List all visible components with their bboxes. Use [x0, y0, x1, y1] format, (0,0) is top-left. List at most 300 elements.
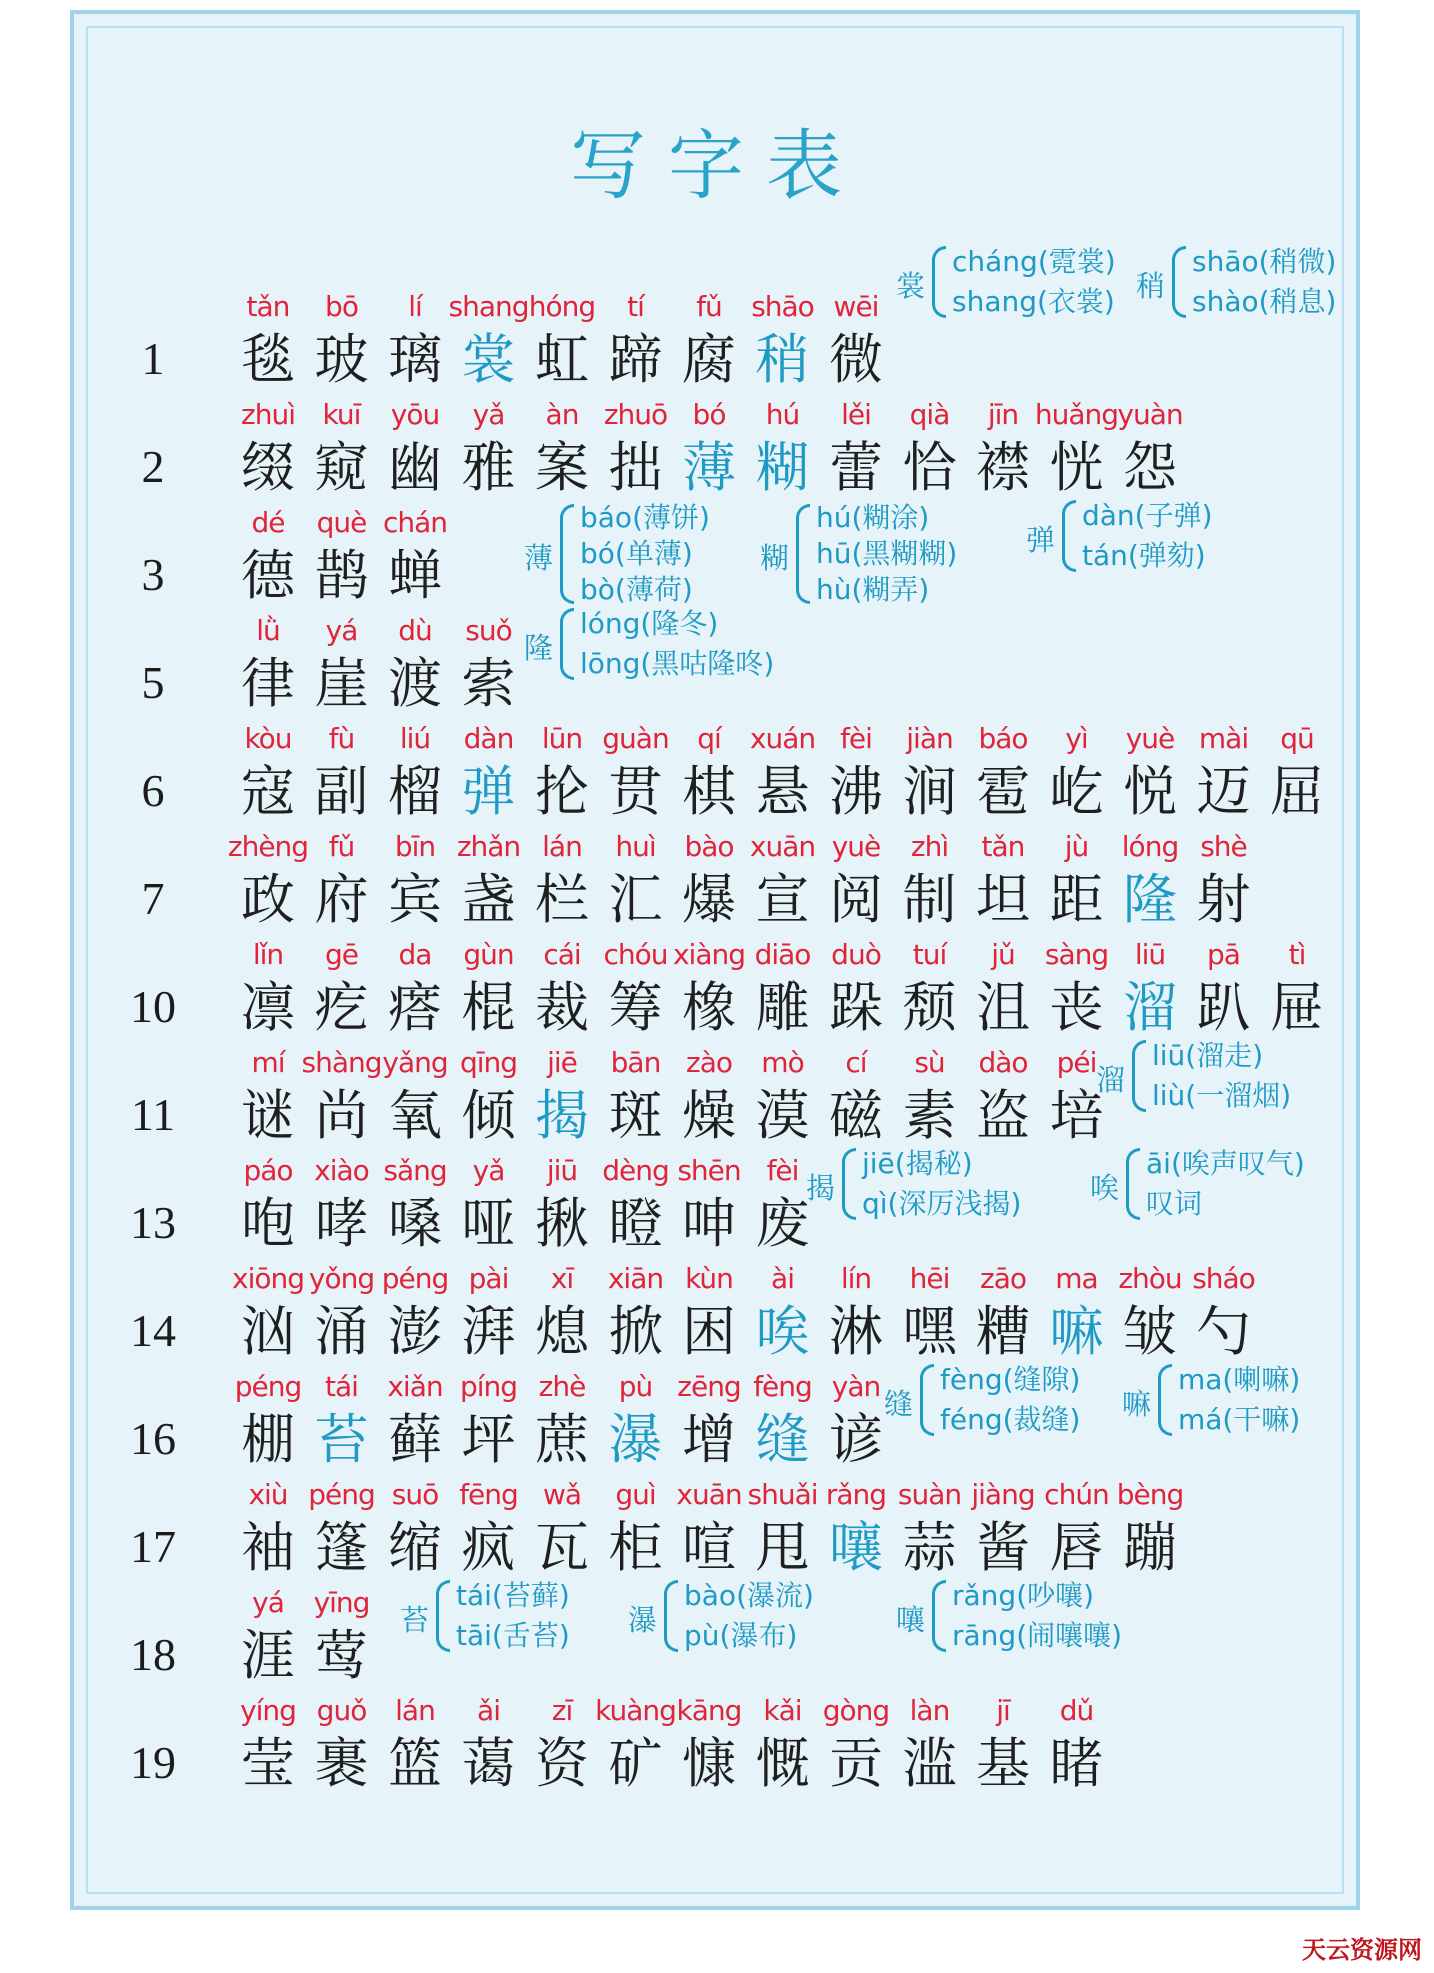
character: 哮 — [314, 1192, 369, 1255]
polyphone-reading: tán(弹劾) — [1082, 539, 1206, 572]
polyphone-head: 稍 — [1136, 269, 1166, 303]
polyphone-reading: bào(瀑流) — [684, 1579, 814, 1612]
character: 矿 — [608, 1732, 663, 1795]
character: 凛 — [241, 976, 295, 1039]
character: 蹦 — [1123, 1516, 1177, 1579]
pinyin: xuān — [676, 1478, 742, 1511]
pinyin: mài — [1198, 722, 1249, 755]
pinyin: zhǎn — [456, 830, 521, 863]
pinyin: zhè — [538, 1370, 586, 1403]
pinyin: xuān — [749, 830, 816, 863]
pinyin: kòu — [244, 722, 292, 755]
pinyin: qū — [1280, 722, 1314, 755]
character: 莹 — [241, 1732, 295, 1795]
character: 怨 — [1123, 436, 1177, 499]
pinyin: fǔ — [696, 290, 722, 323]
pinyin: hóng — [528, 290, 596, 323]
pinyin: mò — [761, 1046, 804, 1079]
pinyin: jiē — [547, 1046, 577, 1079]
pinyin: shēn — [677, 1154, 741, 1187]
pinyin: huǎng — [1034, 398, 1119, 431]
character: 唇 — [1049, 1516, 1104, 1579]
character: 宾 — [388, 868, 442, 931]
pinyin: bān — [610, 1046, 661, 1079]
pinyin: kāng — [676, 1694, 742, 1727]
pinyin: wēi — [833, 290, 879, 323]
character: 培 — [1049, 1084, 1104, 1147]
polyphone-reading: āi(唉声叹气) — [1146, 1147, 1305, 1180]
pinyin: suàn — [897, 1478, 962, 1511]
character: 慨 — [755, 1732, 810, 1795]
pinyin: dé — [251, 506, 285, 539]
pinyin: yuàn — [1117, 398, 1183, 431]
brace-icon — [664, 1580, 678, 1652]
pinyin: péng — [381, 1262, 449, 1295]
polyphone-head: 隆 — [524, 631, 554, 665]
lesson-row-3 — [0, 499, 1434, 616]
pinyin: jiū — [546, 1154, 578, 1187]
pinyin: yuè — [831, 830, 881, 863]
polyphone-head: 瀑 — [628, 1603, 658, 1637]
polyphone-head: 缝 — [884, 1387, 914, 1421]
pinyin: jiàn — [906, 722, 953, 755]
pinyin: shuǎi — [747, 1478, 818, 1511]
pinyin: lǐn — [252, 938, 284, 971]
polyphone-head: 嚷 — [896, 1603, 926, 1637]
pinyin: ài — [771, 1262, 794, 1295]
character: 滥 — [902, 1732, 957, 1795]
character: 嘿 — [902, 1300, 957, 1363]
pinyin: báo — [978, 722, 1028, 755]
character: 棍 — [461, 976, 516, 1039]
character: 篮 — [388, 1732, 442, 1795]
pinyin: lóng — [1121, 830, 1179, 863]
pinyin: xiǎn — [387, 1370, 443, 1403]
polyphone-reading: liù(一溜烟) — [1152, 1079, 1292, 1112]
pinyin: gùn — [463, 938, 514, 971]
pinyin: guǒ — [316, 1694, 367, 1727]
character: 爆 — [682, 868, 736, 931]
character: 盗 — [976, 1084, 1030, 1147]
character: 甩 — [755, 1516, 810, 1579]
pinyin: pài — [468, 1262, 509, 1295]
character: 疯 — [461, 1516, 516, 1579]
polyphone-reading: féng(裁缝) — [940, 1403, 1081, 1436]
pinyin: dù — [398, 614, 432, 647]
pinyin: diāo — [754, 938, 811, 971]
pinyin: yuè — [1125, 722, 1175, 755]
pinyin: shè — [1200, 830, 1247, 863]
character: 睹 — [1049, 1732, 1104, 1795]
lesson-number: 10 — [130, 981, 176, 1032]
lesson-number: 18 — [130, 1629, 176, 1680]
character: 副 — [314, 760, 369, 823]
character: 趴 — [1196, 976, 1251, 1039]
lesson-row-11 — [0, 1039, 1434, 1156]
pinyin: chán — [382, 506, 448, 539]
lesson-number: 6 — [141, 765, 165, 816]
character: 宣 — [755, 868, 810, 931]
character: 汇 — [608, 868, 663, 931]
pinyin: tì — [1288, 938, 1306, 971]
character: 谜 — [241, 1084, 295, 1147]
polyphone-reading: bó(单薄) — [580, 537, 693, 570]
polyphone-reading: lōng(黑咕隆咚) — [580, 647, 775, 680]
pinyin: zhèng — [227, 830, 309, 863]
character: 橡 — [682, 976, 736, 1039]
lesson-number: 7 — [141, 873, 165, 924]
character: 柜 — [608, 1516, 663, 1579]
polyphonic-character: 嚷 — [829, 1516, 883, 1579]
polyphone-reading: shang(衣裳) — [952, 285, 1115, 318]
pinyin: cái — [543, 938, 581, 971]
pinyin: xī — [550, 1262, 574, 1295]
polyphone-reading: dàn(子弹) — [1082, 499, 1213, 532]
pinyin: què — [316, 506, 367, 539]
pinyin: xiàng — [672, 938, 746, 971]
polyphonic-character: 揭 — [535, 1084, 589, 1147]
pinyin: pù — [618, 1370, 653, 1403]
character: 莺 — [314, 1624, 369, 1687]
character: 蝉 — [388, 544, 442, 607]
pinyin: zēng — [677, 1370, 741, 1403]
pinyin: suǒ — [465, 614, 512, 647]
polyphone-head: 溜 — [1096, 1063, 1126, 1097]
pinyin: tí — [627, 290, 644, 323]
character: 迈 — [1196, 760, 1251, 823]
character: 屹 — [1049, 760, 1104, 823]
pinyin: shāo — [751, 290, 814, 323]
watermark: 天云资源网 — [1302, 1936, 1422, 1964]
pinyin: jiàng — [971, 1478, 1035, 1511]
polyphone-reading: lóng(隆冬) — [580, 607, 719, 640]
pinyin: qí — [697, 722, 721, 755]
pinyin: xiào — [314, 1154, 369, 1187]
character: 抡 — [535, 760, 589, 823]
character: 虹 — [535, 328, 589, 391]
character: 跺 — [829, 976, 883, 1039]
pinyin: kǎi — [763, 1694, 802, 1727]
brace-icon — [796, 504, 810, 604]
pinyin: fù — [328, 722, 355, 755]
pinyin: dèng — [602, 1154, 669, 1187]
character: 资 — [535, 1732, 589, 1795]
lesson-row-14 — [0, 1262, 1434, 1372]
pinyin: bèng — [1116, 1478, 1184, 1511]
character: 德 — [241, 544, 295, 607]
pinyin: liū — [1134, 938, 1166, 971]
polyphone-reading: tāi(舌苔) — [456, 1619, 570, 1652]
character: 阅 — [829, 868, 883, 931]
lesson-row-17 — [0, 1478, 1434, 1588]
character: 雕 — [755, 976, 810, 1039]
pinyin: bó — [692, 398, 726, 431]
character: 磁 — [829, 1084, 883, 1147]
pinyin: lán — [542, 830, 582, 863]
brace-icon — [932, 1580, 946, 1652]
pinyin: hú — [765, 398, 800, 431]
pinyin: fèi — [766, 1154, 799, 1187]
pinyin: fǔ — [328, 830, 355, 863]
pinyin: tǎn — [246, 290, 290, 323]
character: 嗓 — [388, 1192, 442, 1255]
character: 寇 — [241, 760, 295, 823]
pinyin: cí — [845, 1046, 867, 1079]
brace-icon — [436, 1580, 450, 1652]
pinyin: xiōng — [232, 1262, 304, 1295]
pinyin: yíng — [240, 1694, 296, 1727]
character: 燥 — [682, 1084, 736, 1147]
polyphonic-character: 苔 — [314, 1408, 369, 1471]
pinyin: péng — [234, 1370, 302, 1403]
character: 盏 — [461, 868, 516, 931]
character: 缀 — [241, 436, 295, 499]
brace-icon — [1158, 1364, 1172, 1436]
polyphone-reading: shāo(稍微) — [1192, 245, 1337, 278]
pinyin: píng — [459, 1370, 518, 1403]
lesson-row-5 — [0, 607, 1434, 724]
pinyin: zào — [686, 1046, 732, 1079]
character: 襟 — [976, 436, 1030, 499]
pinyin: yǎ — [472, 398, 505, 431]
pinyin: wǎ — [542, 1478, 582, 1511]
character: 素 — [902, 1084, 957, 1147]
pinyin: gòng — [822, 1694, 890, 1727]
pinyin: tái — [325, 1370, 358, 1403]
character: 谚 — [829, 1408, 883, 1471]
character: 瘩 — [388, 976, 442, 1039]
pinyin: páo — [243, 1154, 293, 1187]
polyphonic-character: 弹 — [461, 760, 516, 823]
character: 颓 — [902, 976, 957, 1039]
pinyin: dào — [978, 1046, 1028, 1079]
brace-icon — [560, 504, 574, 604]
pinyin: chóu — [603, 938, 668, 971]
lesson-row-7 — [0, 830, 1434, 940]
character: 悦 — [1123, 760, 1177, 823]
character: 篷 — [314, 1516, 369, 1579]
character: 贡 — [829, 1732, 883, 1795]
lesson-row-18 — [0, 1579, 1434, 1696]
pinyin: yàn — [831, 1370, 881, 1403]
character: 蹄 — [608, 328, 663, 391]
pinyin: fèng — [753, 1370, 812, 1403]
polyphone-reading: hū(黑糊糊) — [816, 537, 958, 570]
character: 鹊 — [314, 544, 369, 607]
character: 榴 — [388, 760, 442, 823]
character: 恍 — [1049, 436, 1104, 499]
character: 璃 — [388, 328, 442, 391]
character: 律 — [241, 652, 295, 715]
character: 射 — [1196, 868, 1251, 931]
pinyin: sàng — [1044, 938, 1109, 971]
polyphonic-character: 糊 — [755, 436, 810, 499]
polyphone-reading: 叹词 — [1146, 1187, 1203, 1220]
pinyin: shang — [448, 290, 529, 323]
polyphone-reading: rāng(闹嚷嚷) — [952, 1619, 1123, 1652]
polyphone-head: 嘛 — [1122, 1387, 1152, 1421]
page-title: 写字表 — [570, 121, 864, 210]
pinyin: fèi — [840, 722, 872, 755]
polyphonic-character: 薄 — [682, 436, 736, 499]
character: 蕾 — [829, 436, 883, 499]
pinyin: lěi — [841, 398, 871, 431]
character: 尚 — [314, 1084, 369, 1147]
lesson-number: 11 — [130, 1089, 176, 1140]
pinyin: rǎng — [825, 1478, 887, 1511]
character: 案 — [535, 436, 589, 499]
character: 氧 — [388, 1084, 442, 1147]
pinyin: duò — [831, 938, 881, 971]
pinyin: jī — [996, 1694, 1010, 1727]
pinyin: yì — [1065, 722, 1088, 755]
character: 屉 — [1270, 976, 1324, 1039]
polyphone-head: 薄 — [524, 541, 554, 575]
pinyin: guàn — [602, 722, 669, 755]
pinyin: yǎ — [472, 1154, 505, 1187]
character: 湃 — [461, 1300, 516, 1363]
character: 呻 — [682, 1192, 736, 1255]
polyphone-reading: shào(稍息) — [1192, 285, 1337, 318]
brace-icon — [1062, 500, 1076, 572]
character: 屈 — [1270, 760, 1324, 823]
brace-icon — [560, 608, 574, 680]
character: 困 — [682, 1300, 736, 1363]
polyphone-reading: qì(深厉浅揭) — [862, 1187, 1022, 1220]
character: 袖 — [241, 1516, 295, 1579]
polyphonic-character: 溜 — [1123, 976, 1177, 1039]
polyphone-reading: tái(苔藓) — [456, 1579, 570, 1612]
lesson-row-19 — [0, 1694, 1434, 1804]
character: 雹 — [976, 760, 1030, 823]
pinyin: qià — [909, 398, 950, 431]
pinyin: zhuō — [603, 398, 668, 431]
pinyin: tuí — [912, 938, 947, 971]
pinyin: lán — [395, 1694, 435, 1727]
brace-icon — [920, 1364, 934, 1436]
brace-icon — [1132, 1040, 1146, 1112]
character: 棚 — [241, 1408, 295, 1471]
character: 拙 — [608, 436, 663, 499]
character: 玻 — [314, 328, 369, 391]
lesson-row-13 — [0, 1147, 1434, 1264]
pinyin: huì — [615, 830, 656, 863]
character: 酱 — [976, 1516, 1030, 1579]
pinyin: zhòu — [1118, 1262, 1182, 1295]
polyphone-reading: pù(瀑布) — [684, 1619, 798, 1652]
character: 沮 — [976, 976, 1030, 1039]
pinyin: yǎng — [382, 1046, 448, 1079]
character: 索 — [461, 652, 516, 715]
brace-icon — [932, 246, 946, 318]
pinyin: yá — [252, 1586, 284, 1619]
character: 斑 — [608, 1084, 663, 1147]
polyphone-reading: cháng(霓裳) — [952, 245, 1116, 278]
pinyin: suō — [391, 1478, 439, 1511]
pinyin: sháo — [1192, 1262, 1255, 1295]
character: 恰 — [902, 436, 957, 499]
pinyin: xiān — [607, 1262, 664, 1295]
character: 蔗 — [535, 1408, 589, 1471]
polyphonic-character: 唉 — [755, 1300, 810, 1363]
pinyin: tǎn — [981, 830, 1025, 863]
character: 熄 — [535, 1300, 589, 1363]
character: 糟 — [976, 1300, 1030, 1363]
character: 咆 — [241, 1192, 295, 1255]
lesson-number: 5 — [141, 657, 165, 708]
character: 慷 — [682, 1732, 736, 1795]
pinyin: bīn — [394, 830, 436, 863]
brace-icon — [842, 1148, 856, 1220]
character: 沸 — [829, 760, 883, 823]
lesson-number: 17 — [130, 1521, 176, 1572]
lesson-row-16 — [0, 1363, 1434, 1480]
pinyin: mí — [251, 1046, 285, 1079]
character: 勺 — [1196, 1300, 1251, 1363]
character: 哑 — [461, 1192, 516, 1255]
pinyin: yīng — [313, 1586, 370, 1619]
character: 窥 — [314, 436, 369, 499]
pinyin: yá — [325, 614, 358, 647]
pinyin: lūn — [541, 722, 583, 755]
brace-icon — [1126, 1148, 1140, 1220]
pinyin: sǎng — [383, 1154, 447, 1187]
character: 渡 — [388, 652, 442, 715]
lesson-row-2 — [0, 398, 1434, 508]
character: 雅 — [461, 436, 516, 499]
polyphonic-character: 稍 — [755, 328, 810, 391]
pinyin: lín — [840, 1262, 872, 1295]
character: 缩 — [388, 1516, 442, 1579]
pinyin: kuī — [322, 398, 361, 431]
pinyin: jǔ — [991, 938, 1015, 971]
character: 丧 — [1049, 976, 1104, 1039]
pinyin: hēi — [909, 1262, 950, 1295]
lesson-number: 19 — [130, 1737, 176, 1788]
pinyin: jù — [1064, 830, 1089, 863]
character: 倾 — [461, 1084, 516, 1147]
pinyin: qīng — [459, 1046, 518, 1079]
character: 裁 — [535, 976, 589, 1039]
character: 政 — [241, 868, 295, 931]
character: 汹 — [241, 1300, 295, 1363]
character: 坪 — [461, 1408, 516, 1471]
polyphone-reading: má(干嘛) — [1178, 1403, 1301, 1436]
polyphonic-character: 隆 — [1123, 868, 1177, 931]
character: 筹 — [608, 976, 663, 1039]
polyphonic-character: 嘛 — [1049, 1300, 1104, 1363]
polyphone-reading: báo(薄饼) — [580, 501, 710, 534]
character: 涧 — [902, 760, 957, 823]
polyphone-head: 弹 — [1026, 523, 1056, 557]
pinyin: sù — [914, 1046, 945, 1079]
polyphone-head: 唉 — [1090, 1171, 1120, 1205]
character: 揪 — [535, 1192, 589, 1255]
character: 制 — [902, 868, 957, 931]
character: 瞪 — [608, 1192, 663, 1255]
pinyin: yǒng — [308, 1262, 375, 1295]
pinyin: gē — [325, 938, 358, 971]
character: 疙 — [314, 976, 369, 1039]
character: 府 — [314, 868, 369, 931]
character: 裹 — [314, 1732, 369, 1795]
pinyin: kuàng — [595, 1694, 676, 1727]
character: 涌 — [314, 1300, 369, 1363]
lesson-number: 3 — [141, 549, 165, 600]
polyphone-head: 苔 — [400, 1603, 430, 1637]
pinyin: bō — [325, 290, 358, 323]
character: 澎 — [388, 1300, 442, 1363]
